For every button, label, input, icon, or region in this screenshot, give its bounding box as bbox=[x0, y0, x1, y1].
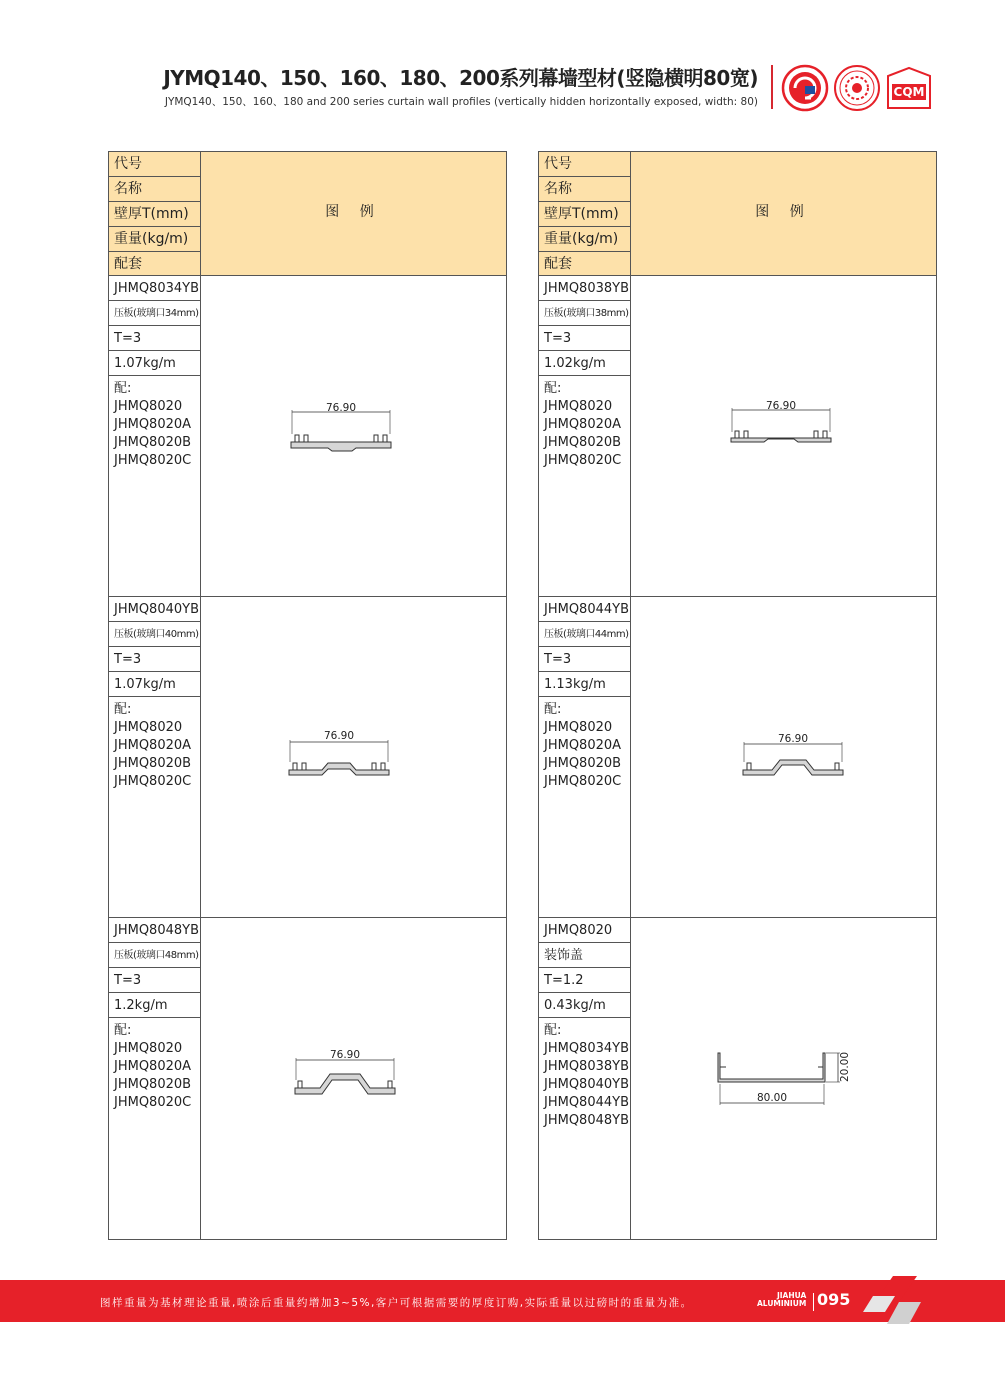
header-legend: 图 例 bbox=[201, 152, 506, 276]
profile-weight: 1.02kg/m bbox=[539, 351, 631, 376]
profile-drawing bbox=[732, 728, 862, 788]
profile-drawing bbox=[278, 728, 408, 788]
header-matching: 配套 bbox=[109, 252, 201, 276]
profile-code: JHMQ8034YB bbox=[109, 276, 201, 301]
profile-name: 压板(玻璃口34mm) bbox=[109, 301, 201, 326]
header-name: 名称 bbox=[539, 177, 631, 202]
page-title: JYMQ140、150、160、180、200系列幕墙型材(竖隐横明80宽) bbox=[163, 66, 758, 90]
footer-decoration bbox=[855, 1272, 970, 1327]
profile-thickness: T=1.2 bbox=[539, 968, 631, 993]
profile-weight: 1.13kg/m bbox=[539, 672, 631, 697]
profile-name: 压板(玻璃口48mm) bbox=[109, 943, 201, 968]
profile-thickness: T=3 bbox=[109, 968, 201, 993]
header-divider bbox=[771, 65, 773, 109]
profile-thickness: T=3 bbox=[109, 647, 201, 672]
page-subtitle: JYMQ140、150、160、180 and 200 series curtain wall profiles (vertically hidden horizontally exposed, width: 80) bbox=[164, 96, 758, 108]
profile-name: 装饰盖 bbox=[539, 943, 631, 968]
dimension-label: 80.00 bbox=[756, 1092, 788, 1104]
profile-drawing bbox=[710, 1045, 870, 1110]
profile-thickness: T=3 bbox=[109, 326, 201, 351]
profile-thickness: T=3 bbox=[539, 326, 631, 351]
brand-top: JIAHUA bbox=[776, 1291, 807, 1300]
profile-matching: 配: JHMQ8034YB JHMQ8038YB JHMQ8040YB JHMQ8044YB JHMQ8048YB bbox=[539, 1018, 631, 1239]
dimension-label: 76.90 bbox=[325, 402, 357, 414]
dimension-label-height: 20.00 bbox=[839, 1051, 851, 1083]
page-number: 095 bbox=[817, 1290, 851, 1309]
profile-code: JHMQ8044YB bbox=[539, 597, 631, 622]
dimension-label: 76.90 bbox=[777, 733, 809, 745]
header-code: 代号 bbox=[109, 152, 201, 177]
profile-drawing bbox=[280, 398, 410, 458]
profile-thickness: T=3 bbox=[539, 647, 631, 672]
profile-drawing bbox=[284, 1044, 414, 1104]
profile-weight: 0.43kg/m bbox=[539, 993, 631, 1018]
profile-name: 压板(玻璃口44mm) bbox=[539, 622, 631, 647]
cqm-logo-text: CQM bbox=[893, 85, 925, 99]
brand-name bbox=[757, 1292, 806, 1308]
profile-matching: 配: JHMQ8020 JHMQ8020A JHMQ8020B JHMQ8020C bbox=[109, 376, 201, 597]
header-matching: 配套 bbox=[539, 252, 631, 276]
header-thickness: 壁厚T(mm) bbox=[539, 202, 631, 227]
header-code: 代号 bbox=[539, 152, 631, 177]
profile-weight: 1.2kg/m bbox=[109, 993, 201, 1018]
profile-code: JHMQ8020 bbox=[539, 918, 631, 943]
profile-code: JHMQ8038YB bbox=[539, 276, 631, 301]
header-name: 名称 bbox=[109, 177, 201, 202]
header-thickness: 壁厚T(mm) bbox=[109, 202, 201, 227]
brand-bottom: ALUMINIUM bbox=[757, 1299, 807, 1308]
profile-weight: 1.07kg/m bbox=[109, 351, 201, 376]
dimension-label: 76.90 bbox=[329, 1049, 361, 1061]
profile-name: 压板(玻璃口38mm) bbox=[539, 301, 631, 326]
profile-matching: 配: JHMQ8020 JHMQ8020A JHMQ8020B JHMQ8020C bbox=[109, 697, 201, 918]
gb-logo-icon bbox=[781, 64, 829, 112]
header-legend: 图 例 bbox=[631, 152, 936, 276]
dimension-label: 76.90 bbox=[765, 400, 797, 412]
profile-name: 压板(玻璃口40mm) bbox=[109, 622, 201, 647]
dimension-label: 76.90 bbox=[323, 730, 355, 742]
profile-matching: 配: JHMQ8020 JHMQ8020A JHMQ8020B JHMQ8020C bbox=[539, 376, 631, 597]
profile-drawing bbox=[720, 396, 850, 456]
profile-code: JHMQ8040YB bbox=[109, 597, 201, 622]
header-weight: 重量(kg/m) bbox=[109, 227, 201, 252]
header-weight: 重量(kg/m) bbox=[539, 227, 631, 252]
page-divider bbox=[813, 1293, 814, 1311]
profile-matching: 配: JHMQ8020 JHMQ8020A JHMQ8020B JHMQ8020C bbox=[539, 697, 631, 918]
profile-matching: 配: JHMQ8020 JHMQ8020A JHMQ8020B JHMQ8020C bbox=[109, 1018, 201, 1239]
profile-code: JHMQ8048YB bbox=[109, 918, 201, 943]
certification-seal-icon bbox=[833, 64, 881, 112]
footer-note: 图样重量为基材理论重量,喷涂后重量约增加3~5%,客户可根据需要的厚度订购,实际重量以过磅时的重量为准。 bbox=[100, 1297, 693, 1309]
profile-weight: 1.07kg/m bbox=[109, 672, 201, 697]
